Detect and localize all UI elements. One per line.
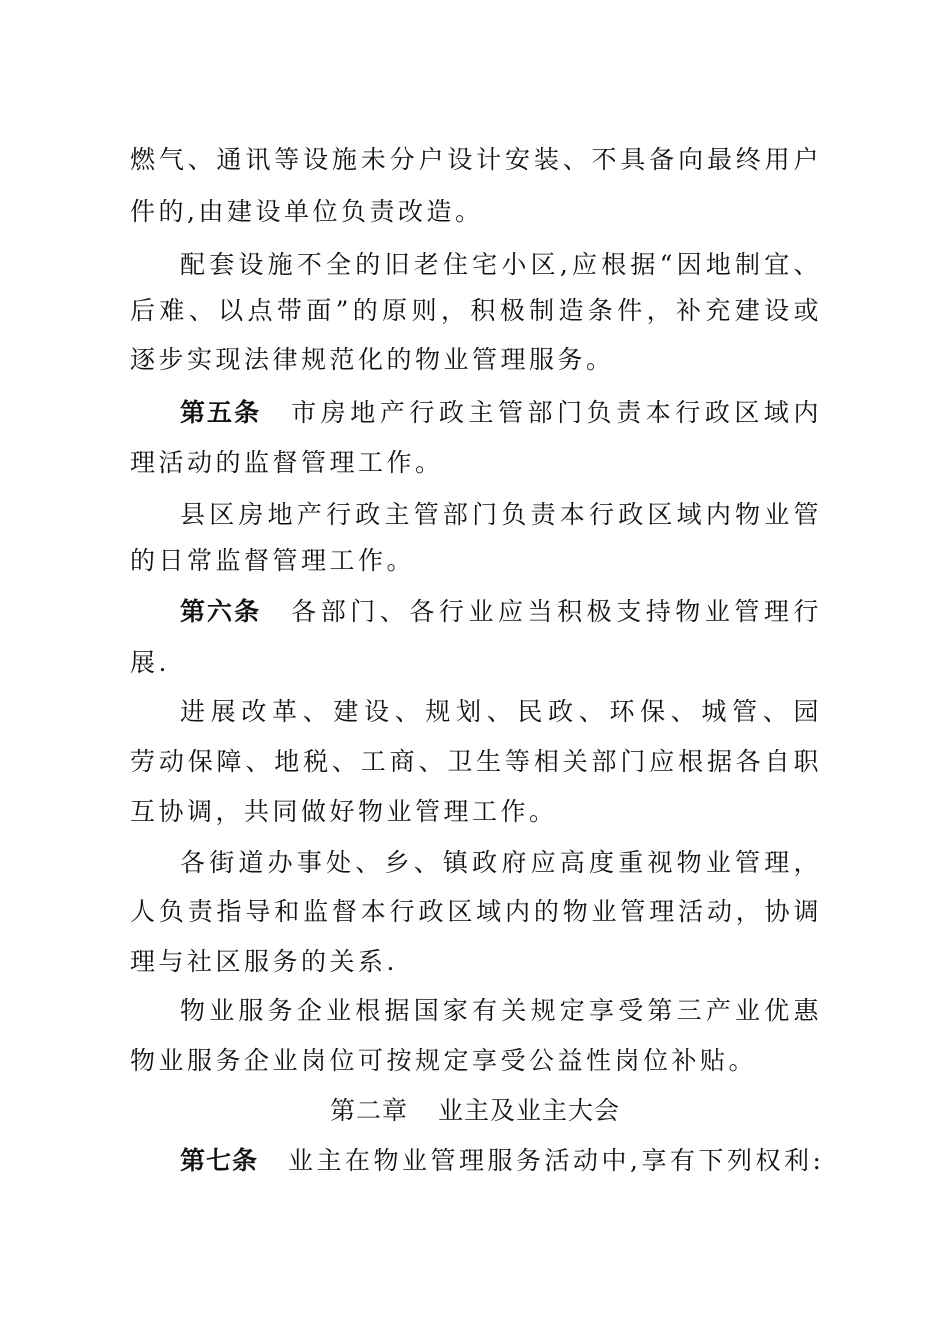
text-line: 理与社区服务的关系. — [130, 947, 398, 976]
text-line: 配套设施不全的旧老住宅小区,应根据“因地制宜、 — [180, 250, 822, 279]
text-line: 逐步实现法律规范化的物业管理服务。 — [130, 345, 615, 374]
article-text: 市房地产行政主管部门负责本行政区域内 — [291, 398, 822, 427]
text-line: 县区房地产行政主管部门负责本行政区域内物业管 — [180, 500, 822, 529]
text-line: 的日常监督管理工作。 — [130, 546, 416, 575]
text-line: 后难、以点带面”的原则，积极制造条件，补充建设或 — [130, 296, 822, 325]
article-label: 第七条 — [180, 1146, 259, 1175]
chapter-heading — [0, 1096, 950, 1126]
text-line: 物业服务企业根据国家有关规定享受第三产业优惠 — [180, 996, 822, 1025]
article-label: 第六条 — [180, 597, 262, 626]
text-line: 物业服务企业岗位可按规定享受公益性岗位补贴。 — [130, 1046, 758, 1075]
chapter-title: 业主及业主大会 — [438, 1096, 621, 1125]
text-line: 理活动的监督管理工作。 — [130, 448, 444, 477]
article-text: 各部门、各行业应当积极支持物业管理行 — [291, 597, 822, 626]
article-6-line — [180, 597, 822, 627]
text-line: 互协调，共同做好物业管理工作。 — [130, 797, 558, 826]
text-line: 件的,由建设单位负责改造。 — [130, 197, 484, 226]
text-line: 展. — [130, 648, 170, 677]
article-text: 业主在物业管理服务活动中,享有下列权利: — [288, 1146, 825, 1175]
article-5-line — [180, 398, 822, 428]
text-line: 燃气、通讯等设施未分户设计安装、不具备向最终用户 — [130, 145, 822, 174]
article-7-line — [180, 1146, 880, 1176]
chapter-number: 第二章 — [329, 1096, 408, 1125]
text-line: 各街道办事处、乡、镇政府应高度重视物业管理， — [180, 848, 822, 877]
text-line: 劳动保障、地税、工商、卫生等相关部门应根据各自职 — [130, 747, 822, 776]
text-line: 进展改革、建设、规划、民政、环保、城管、园 — [180, 697, 822, 726]
text-line: 人负责指导和监督本行政区域内的物业管理活动，协调 — [130, 897, 822, 926]
article-label: 第五条 — [180, 398, 262, 427]
